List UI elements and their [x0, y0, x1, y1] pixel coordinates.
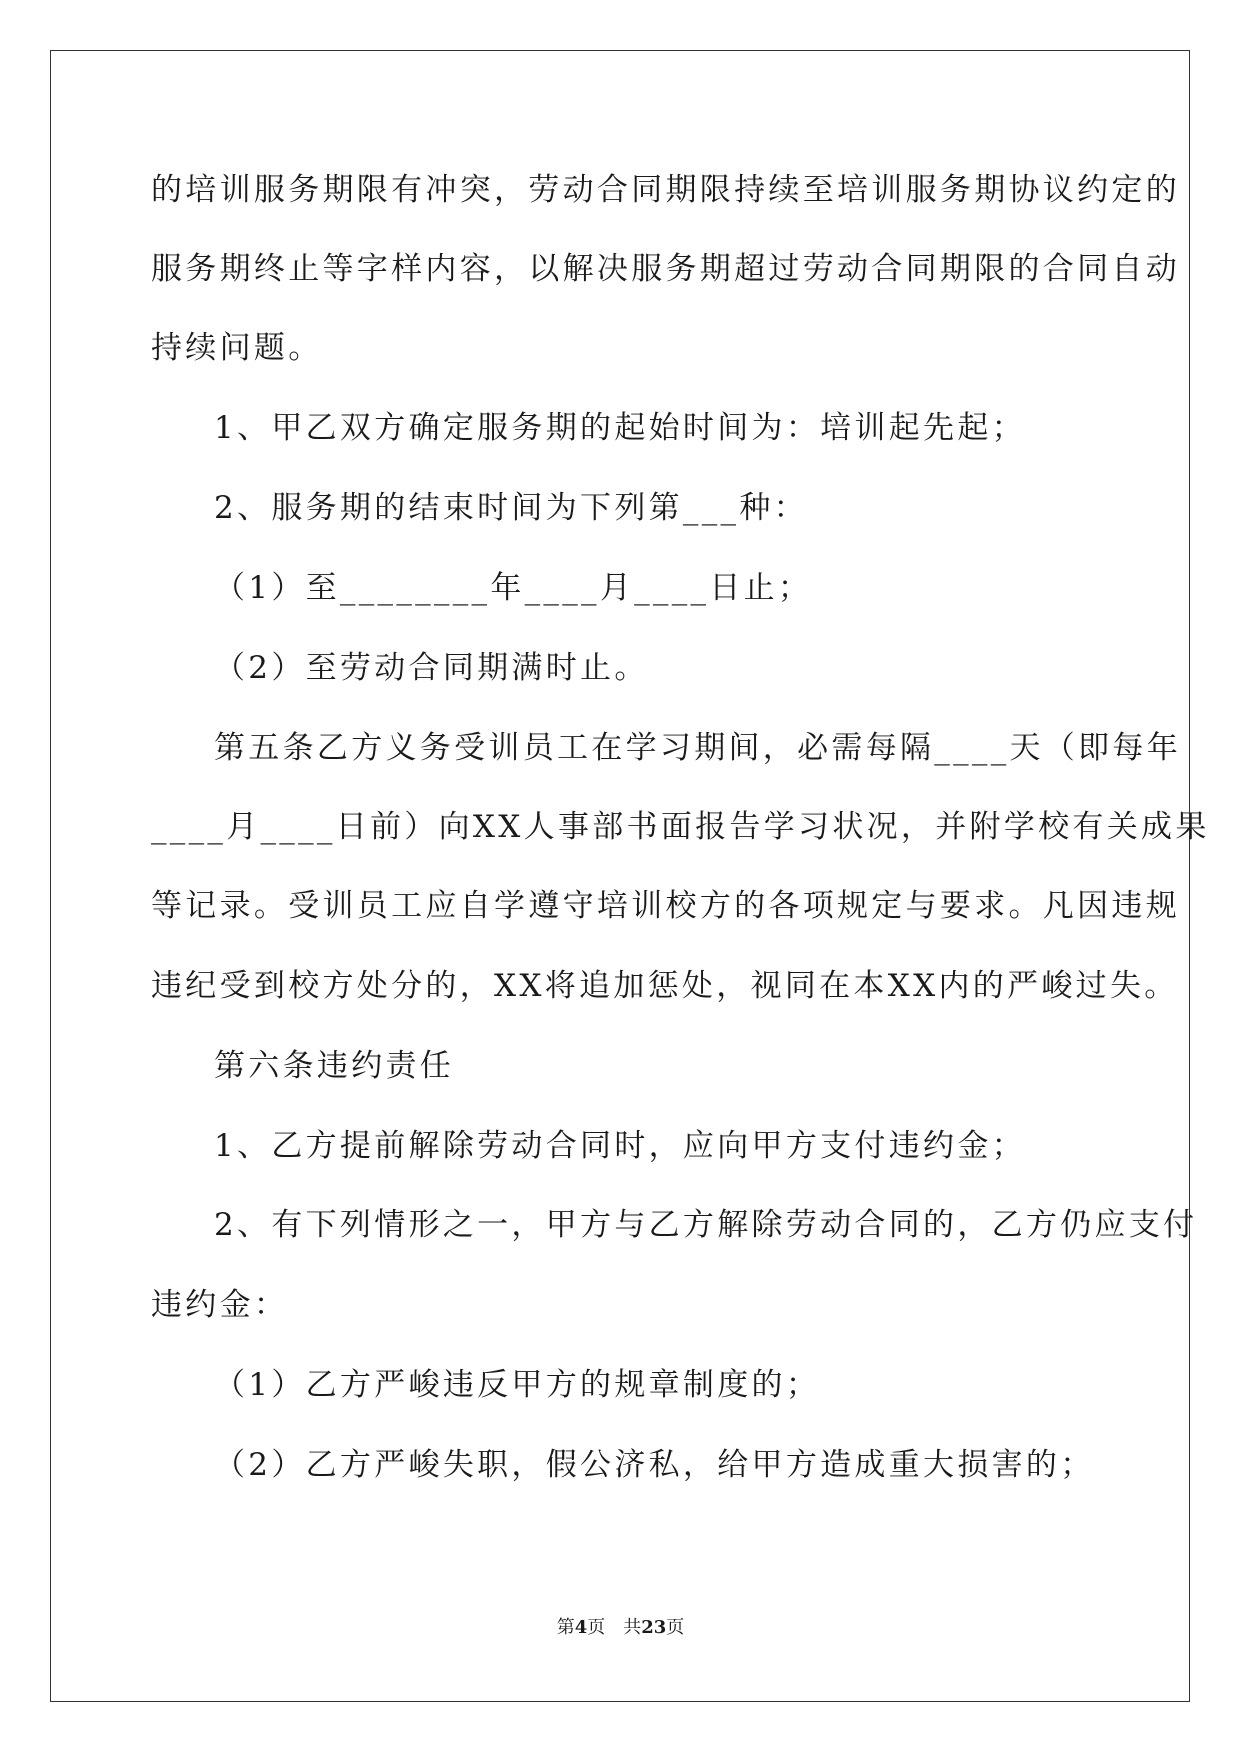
- footer-total-pages: 23: [641, 1617, 667, 1638]
- footer-suffix: 页: [666, 1617, 685, 1638]
- option-1-date: （1）至________年____月____日止；: [214, 570, 813, 606]
- liability-item-1: 1、乙方提前解除劳动合同时，应向甲方支付违约金；: [214, 1128, 1026, 1164]
- page-footer: [0, 1616, 1241, 1640]
- article-5-line-2: ____月____日前）向XX人事部书面报告学习状况，并附学校有关成果: [151, 809, 1210, 845]
- article-5-line-1: 第五条乙方义务受训员工在学习期间，必需每隔____天（即每年: [214, 730, 1181, 766]
- option-2-contract-end: （2）至劳动合同期满时止。: [214, 650, 649, 686]
- article-5-line-3: 等记录。受训员工应自学遵守培训校方的各项规定与要求。凡因违规: [151, 888, 1180, 924]
- footer-prefix: 第: [556, 1617, 575, 1638]
- body-line-1: 的培训服务期限有冲突，劳动合同期限持续至培训服务期协议约定的: [151, 172, 1180, 208]
- article-6-heading: 第六条违约责任: [214, 1048, 455, 1084]
- clause-service-end: 2、服务期的结束时间为下列第___种：: [214, 490, 808, 526]
- liability-item-2-line-1: 2、有下列情形之一，甲方与乙方解除劳动合同的，乙方仍应支付: [214, 1207, 1198, 1243]
- liability-case-2: （2）乙方严峻失职，假公济私，给甲方造成重大损害的；: [214, 1447, 1095, 1483]
- liability-item-2-line-2: 违约金：: [151, 1287, 289, 1323]
- body-line-3: 持续问题。: [151, 330, 323, 366]
- article-5-line-4: 违纪受到校方处分的，XX将追加惩处，视同在本XX内的严峻过失。: [151, 968, 1179, 1004]
- liability-case-1: （1）乙方严峻违反甲方的规章制度的；: [214, 1367, 821, 1403]
- clause-service-start: 1、甲乙双方确定服务期的起始时间为：培训起先起；: [214, 410, 1026, 446]
- footer-page-number: 4: [574, 1617, 588, 1638]
- body-line-2: 服务期终止等字样内容，以解决服务期超过劳动合同期限的合同自动: [151, 251, 1180, 287]
- footer-mid: 页 共: [587, 1617, 642, 1638]
